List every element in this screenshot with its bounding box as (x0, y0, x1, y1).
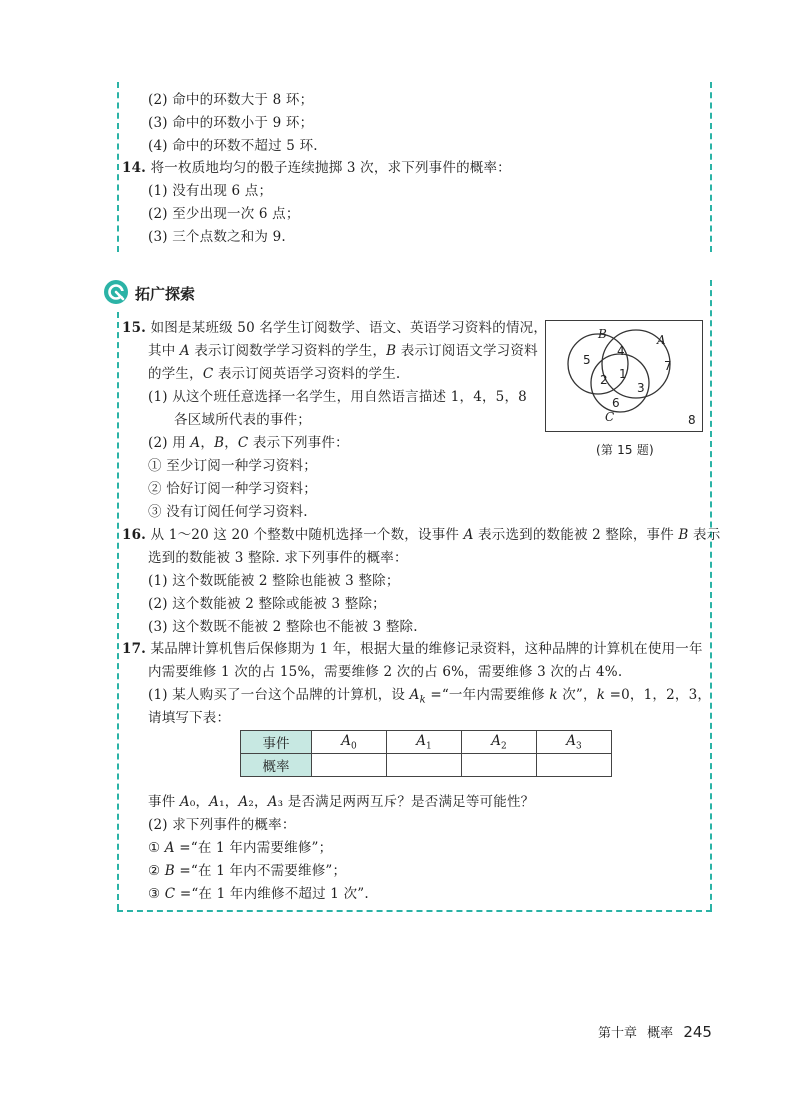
q16-item-2: (2) 这个数能被 2 整除或能被 3 整除； (148, 596, 386, 612)
q13-item-3: (3) 命中的环数小于 9 环； (148, 115, 314, 131)
q14-item-2: (2) 至少出现一次 6 点； (148, 206, 300, 222)
t: 0 (351, 741, 357, 752)
t: 的学生， (148, 366, 203, 382)
q16-item-1: (1) 这个数既能被 2 整除也能被 3 整除； (148, 573, 400, 589)
frame-bottom (117, 910, 712, 912)
var-a: A (463, 527, 474, 543)
figure-caption: (第 15 题) (596, 443, 654, 457)
q15-number: 15. (122, 320, 147, 336)
cell-a2 (462, 731, 537, 754)
q17-line-1 (122, 639, 703, 659)
footer-chapter: 第十章 (598, 1026, 638, 1041)
cell-p2[interactable] (462, 754, 537, 777)
q17-event-1 (148, 838, 332, 858)
region-5: 5 (583, 353, 591, 367)
frame-left-lower (117, 312, 119, 910)
q15-line-3 (148, 364, 400, 384)
q15-text-1: 如图是某班级 50 名学生订阅数学、语文、英语学习资料的情况， (150, 320, 548, 336)
var-a: A (190, 435, 201, 451)
cell-a1 (387, 731, 462, 754)
t: B (164, 863, 175, 879)
q14-text: 将一枚质地均匀的骰子连续抛掷 3 次，求下列事件的概率： (150, 160, 511, 176)
q14-item-1: (1) 没有出现 6 点； (148, 183, 273, 199)
var-k: k (596, 687, 606, 703)
t: 表示订阅英语学习资料的学生. (213, 366, 401, 382)
t: 2 (501, 741, 507, 752)
q17-part-1-cont: 请填写下表： (148, 710, 231, 726)
label-c: C (605, 410, 615, 424)
t: 3 (576, 741, 582, 752)
t: 其中 (148, 343, 180, 359)
table-row-events (241, 731, 612, 754)
venn-diagram (545, 320, 703, 432)
cell-a3 (537, 731, 612, 754)
t: 表示订阅语文学习资料 (396, 343, 538, 359)
footer-name: 概率 (647, 1026, 674, 1041)
region-7: 7 (664, 359, 672, 373)
q15-sub-3: ③ 没有订阅任何学习资料. (148, 504, 308, 520)
var-c: C (202, 366, 214, 382)
t: A (209, 794, 220, 810)
cell-p0[interactable] (312, 754, 387, 777)
t: ， (200, 435, 215, 451)
probability-table (240, 730, 612, 777)
t: ₂， (248, 794, 268, 810)
t: C (164, 886, 176, 902)
t: =“一年内需要维修 (425, 687, 550, 703)
t: 1 (426, 741, 432, 752)
q15-part-2 (148, 433, 349, 453)
q15-line-2 (148, 341, 538, 361)
var-b: B (214, 435, 225, 451)
t: A (566, 732, 576, 749)
q17-part-2: (2) 求下列事件的概率： (148, 817, 296, 833)
t: (2) 用 (148, 435, 191, 451)
t: 从 1～20 这 20 个整数中随机选择一个数，设事件 (150, 527, 464, 543)
region-8: 8 (688, 413, 696, 427)
sub-k: k (419, 694, 426, 706)
q15-line-1 (122, 318, 547, 338)
t: =0，1，2，3， (605, 687, 712, 703)
t: A (491, 732, 501, 749)
t: ③ (148, 886, 165, 902)
t: =“在 1 年内不需要维修”； (174, 863, 347, 879)
t: 表示选到的数能被 2 整除，事件 (473, 527, 679, 543)
t: A (179, 794, 190, 810)
t: 事件 (148, 794, 180, 810)
q15-sub-1: ① 至少订阅一种学习资料； (148, 458, 317, 474)
t: (1) 某人购买了一台这个品牌的计算机，设 (148, 687, 410, 703)
t: 表示下列事件： (248, 435, 349, 451)
region-3: 3 (637, 381, 645, 395)
q15-part-1-cont: 各区域所代表的事件； (174, 412, 311, 428)
cell-p3[interactable] (537, 754, 612, 777)
q17-part-1 (148, 685, 711, 711)
q15-part-1: (1) 从这个班任意选择一名学生，用自然语言描述 1，4，5，8 (148, 389, 527, 405)
t: ， (224, 435, 238, 451)
frame-left-top (117, 82, 119, 252)
region-1: 1 (619, 367, 627, 381)
q17-number: 17. (122, 641, 147, 657)
t: =“在 1 年内需要维修”； (174, 840, 333, 856)
q17-event-2 (148, 861, 346, 881)
table-head-probability: 概率 (241, 754, 312, 777)
q13-item-4: (4) 命中的环数不超过 5 环. (148, 138, 318, 154)
region-2: 2 (600, 373, 608, 387)
frame-right-lower (710, 280, 712, 910)
cell-a0 (312, 731, 387, 754)
q16-line-2: 选到的数能被 3 整除. 求下列事件的概率： (148, 550, 408, 566)
table-head-event: 事件 (241, 731, 312, 754)
t: 表示订阅数学学习资料的学生， (189, 343, 387, 359)
label-a: A (657, 333, 666, 347)
t: 表示 (688, 527, 721, 543)
var-b: B (678, 527, 689, 543)
t: 次”， (557, 687, 597, 703)
t: ₀， (189, 794, 210, 810)
frame-right-top (710, 82, 712, 252)
var-k: k (549, 687, 558, 703)
t: A (267, 794, 278, 810)
t: ₁， (219, 794, 239, 810)
t: A (341, 732, 351, 749)
q14-number: 14. (122, 160, 147, 176)
q13-item-2: (2) 命中的环数大于 8 环； (148, 92, 314, 108)
explore-icon (103, 279, 129, 305)
q14-stem (122, 158, 511, 178)
q14-item-3: (3) 三个点数之和为 9. (148, 229, 286, 245)
label-b: B (598, 327, 607, 341)
page-number: 245 (683, 1023, 712, 1041)
q17-event-3 (148, 884, 369, 904)
t: A (416, 732, 426, 749)
t: A (164, 840, 175, 856)
t: A (238, 794, 249, 810)
var-a: A (409, 687, 420, 703)
q17-question (148, 792, 534, 812)
q16-number: 16. (122, 527, 147, 543)
cell-p1[interactable] (387, 754, 462, 777)
t: =“在 1 年内维修不超过 1 次”. (175, 886, 369, 902)
page-footer (598, 1022, 712, 1041)
q16-line-1 (122, 525, 720, 545)
q15-sub-2: ② 恰好订阅一种学习资料； (148, 481, 317, 497)
var-b: B (386, 343, 397, 359)
var-c: C (237, 435, 249, 451)
t: ① (148, 840, 165, 856)
t: ₃ 是否满足两两互斥？是否满足等可能性？ (277, 794, 535, 810)
table-row-probabilities (241, 754, 612, 777)
section-title: 拓广探索 (135, 285, 196, 303)
t: ② (148, 863, 165, 879)
var-a: A (179, 343, 190, 359)
q17-line-2: 内需要维修 1 次的占 15%，需要维修 2 次的占 6%，需要维修 3 次的占 4%. (148, 664, 623, 680)
region-4: 4 (617, 344, 625, 358)
region-6: 6 (612, 396, 620, 410)
q17-text-1: 某品牌计算机售后保修期为 1 年，根据大量的维修记录资料，这种品牌的计算机在使用一年 (150, 641, 703, 657)
q16-item-3: (3) 这个数既不能被 2 整除也不能被 3 整除. (148, 619, 418, 635)
